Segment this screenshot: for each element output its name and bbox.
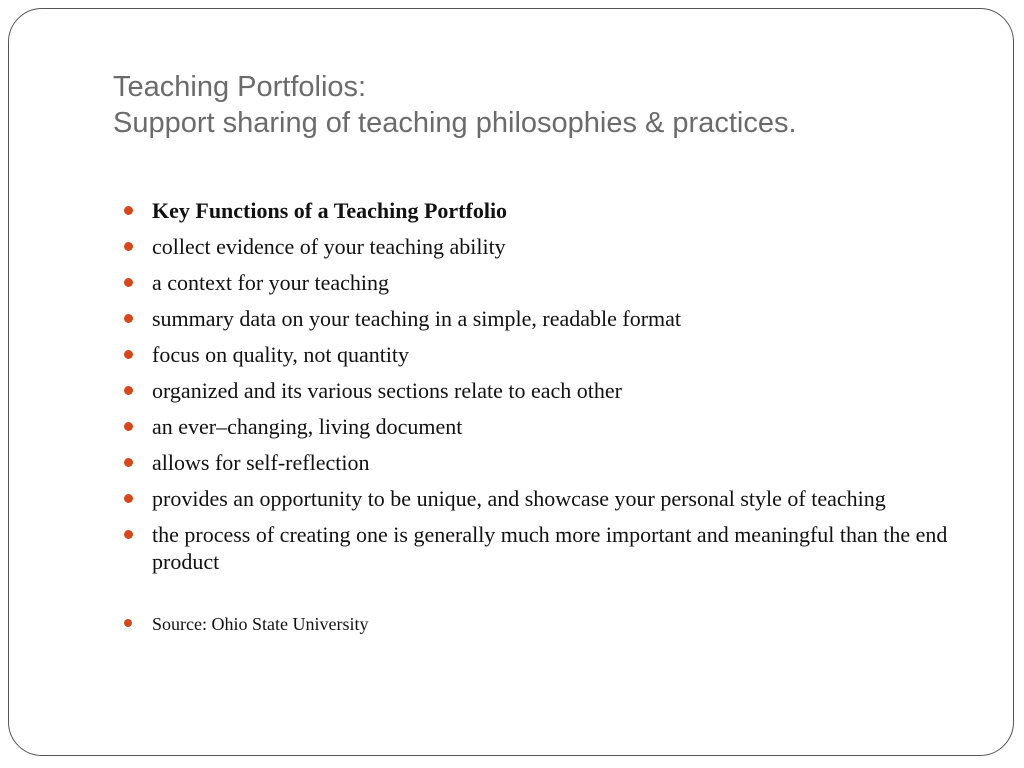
bullet-item [152,485,972,512]
bullet-dot-icon [124,314,133,323]
title-line-1: Teaching Portfolios: [113,71,367,103]
bullet-text: a context for your teaching [152,270,390,295]
slide-frame [8,8,1014,756]
bullet-dot-icon [124,530,133,539]
bullet-text: Key Functions of a Teaching Portfolio [152,198,508,223]
bullet-item [152,377,972,404]
bullet-list [152,197,972,647]
bullet-item [152,341,972,368]
source-text: Source: Ohio State University [152,614,369,634]
slide-title [113,69,993,141]
bullet-item [152,305,972,332]
bullet-dot-icon [124,619,132,627]
bullet-item [152,413,972,440]
bullet-item [152,449,972,476]
bullet-item [152,233,972,260]
bullet-dot-icon [124,386,133,395]
bullet-dot-icon [124,350,133,359]
bullet-dot-icon [124,242,133,251]
bullet-text: the process of creating one is generally much more important and meaningful than the end product [152,522,948,574]
bullet-text: organized and its various sections relate to each other [152,378,622,403]
title-line-2: Support sharing of teaching philosophies & practices. [113,107,797,139]
bullet-item-source [152,611,972,638]
bullet-text: provides an opportunity to be unique, and showcase your personal style of teaching [152,486,886,511]
bullet-item [152,269,972,296]
bullet-item [152,521,972,575]
bullet-dot-icon [124,206,133,215]
bullet-text: allows for self-reflection [152,450,370,475]
bullet-dot-icon [124,422,133,431]
bullet-text: focus on quality, not quantity [152,342,410,367]
bullet-text: an ever–changing, living document [152,414,463,439]
bullet-text: summary data on your teaching in a simple, readable format [152,306,682,331]
bullet-dot-icon [124,278,133,287]
bullet-item-heading [152,197,972,224]
bullet-dot-icon [124,494,133,503]
bullet-dot-icon [124,458,133,467]
bullet-text: collect evidence of your teaching ability [152,234,506,259]
